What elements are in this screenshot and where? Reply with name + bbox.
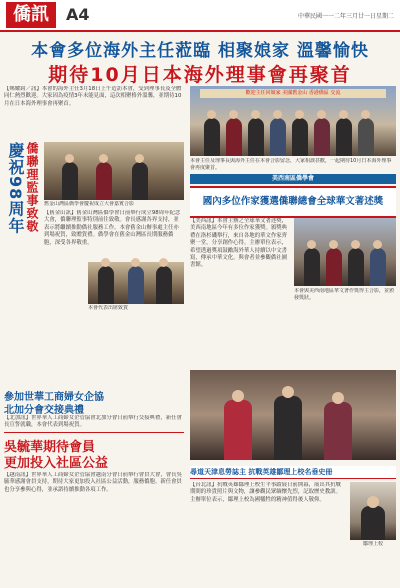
top-group-photo <box>190 86 396 156</box>
left-story-title-2: 僑聯理監事致敬 <box>25 142 39 233</box>
library-photo <box>294 218 396 286</box>
bottom-right-headline: 尋道天津息勞誌主 抗戰英雄鄒理上校名垂史冊 <box>190 466 396 479</box>
masthead <box>0 0 400 32</box>
bottom-left-title-2: 更加投入社區公益 <box>4 456 109 471</box>
page-number: A4 <box>66 5 90 24</box>
top-story-text: 【鄭耀鈞／訊】本會的海外主任3月18日上午造訪本會，受到理事長及全體同仁熱烈歡迎。大家因為疫情3年未能見面，這次相聚格外溫馨，並期待10月在日本海外理事會再聚首。 <box>4 86 182 107</box>
bottom-left-text: 【越南訊】世界華人工商婦女企管協會越南分會日前舉行會員大會，會長吳毓華感謝會員支持，期待大家更加投入社區公益活動，服務僑胞。新任會員也分享參與心得，並承諾持續推動各項工作。 <box>4 472 182 493</box>
portrait-caption: 鄒理上校 <box>362 541 383 547</box>
left-second-caption: 本會代表出席致賀 <box>88 305 129 311</box>
top-photo-caption: 本會主任及理事長與海外主任在本會合影留念，大家相談甚歡，一起期待10月日本海外理事會再度聚首。 <box>190 158 392 171</box>
bottom-right-text: 【台北訊】抗戰英雄鄒理上校生平事蹟展日前開幕，展出其抗戰期間的珍貴照片與文物，讓參觀民眾緬懷先烈，記取歷史教訓。主辦單位表示，鄒理上校為國犧牲的精神值得後人敬仰。 <box>190 482 341 503</box>
main-headline: 本會多位海外主任蒞臨 相聚娘家 溫馨愉快 <box>31 41 369 61</box>
photo-banner: 歡迎主任回娘家 美國舊金山 香港僑區 交流 <box>200 89 386 98</box>
left-event-photo <box>44 142 184 200</box>
left-story-text: 【舊金山訊】舊金山灣區僑學會日前舉行成立98周年紀念大會，僑聯理監事特別前往致敬。會長感謝各界支持，並表示將繼續推動僑社服務工作。本會舊金山辦事處主任亦到場祝賀，致贈賀禮。僑學會在舊金山灣區長期服務僑胞，深受各界敬重。 <box>44 210 181 246</box>
library-story-text: 【美西訊】本會主辦之全球華文著述獎，美西南地區今年有多位作家獲獎。頒獎典禮在洛杉磯舉行，來自各地的華文作家齊聚一堂，分享創作心得。主辦單位表示，希望透過獎項鼓勵海外華人持續以中文書寫，傳承中華文化。與會者並參觀僑社圖書館。 <box>190 218 288 269</box>
library-headline: 國內多位作家獲選僑聯總會全球華文著述獎 <box>190 186 396 218</box>
mid-photo <box>190 370 396 460</box>
mid-story-text: 【北加訊】世界華人工商婦女企管協會北加分會日前舉行交接典禮，新任會長宣誓就職，本會代表到場祝賀。 <box>4 415 182 429</box>
left-story-title-1: 慶祝98周年 <box>6 142 25 235</box>
mid-story-title-2: 北加分會交接典禮 <box>4 405 84 416</box>
mid-story-title-1: 參加世華工商婦女企協 <box>4 392 104 403</box>
library-section-label: 美西南區僑學會 <box>190 174 396 184</box>
left-second-photo <box>88 262 184 304</box>
newspaper-logo: 僑訊 <box>6 2 56 28</box>
library-photo-caption: 本會與美西南地區華文著作獎得主合影，並頒發獎狀。 <box>294 288 395 301</box>
bottom-left-title-1: 吳毓華期待會員 <box>4 440 96 455</box>
portrait-photo <box>350 482 396 540</box>
sub-headline: 期待10月日本海外理事會再聚首 <box>48 64 352 86</box>
issue-date: 中華民國一一二年三月廿一日星期二 <box>297 13 394 20</box>
left-photo-caption: 舊金山灣區僑學會慶祝成立大會嘉賓合影 <box>44 201 135 207</box>
